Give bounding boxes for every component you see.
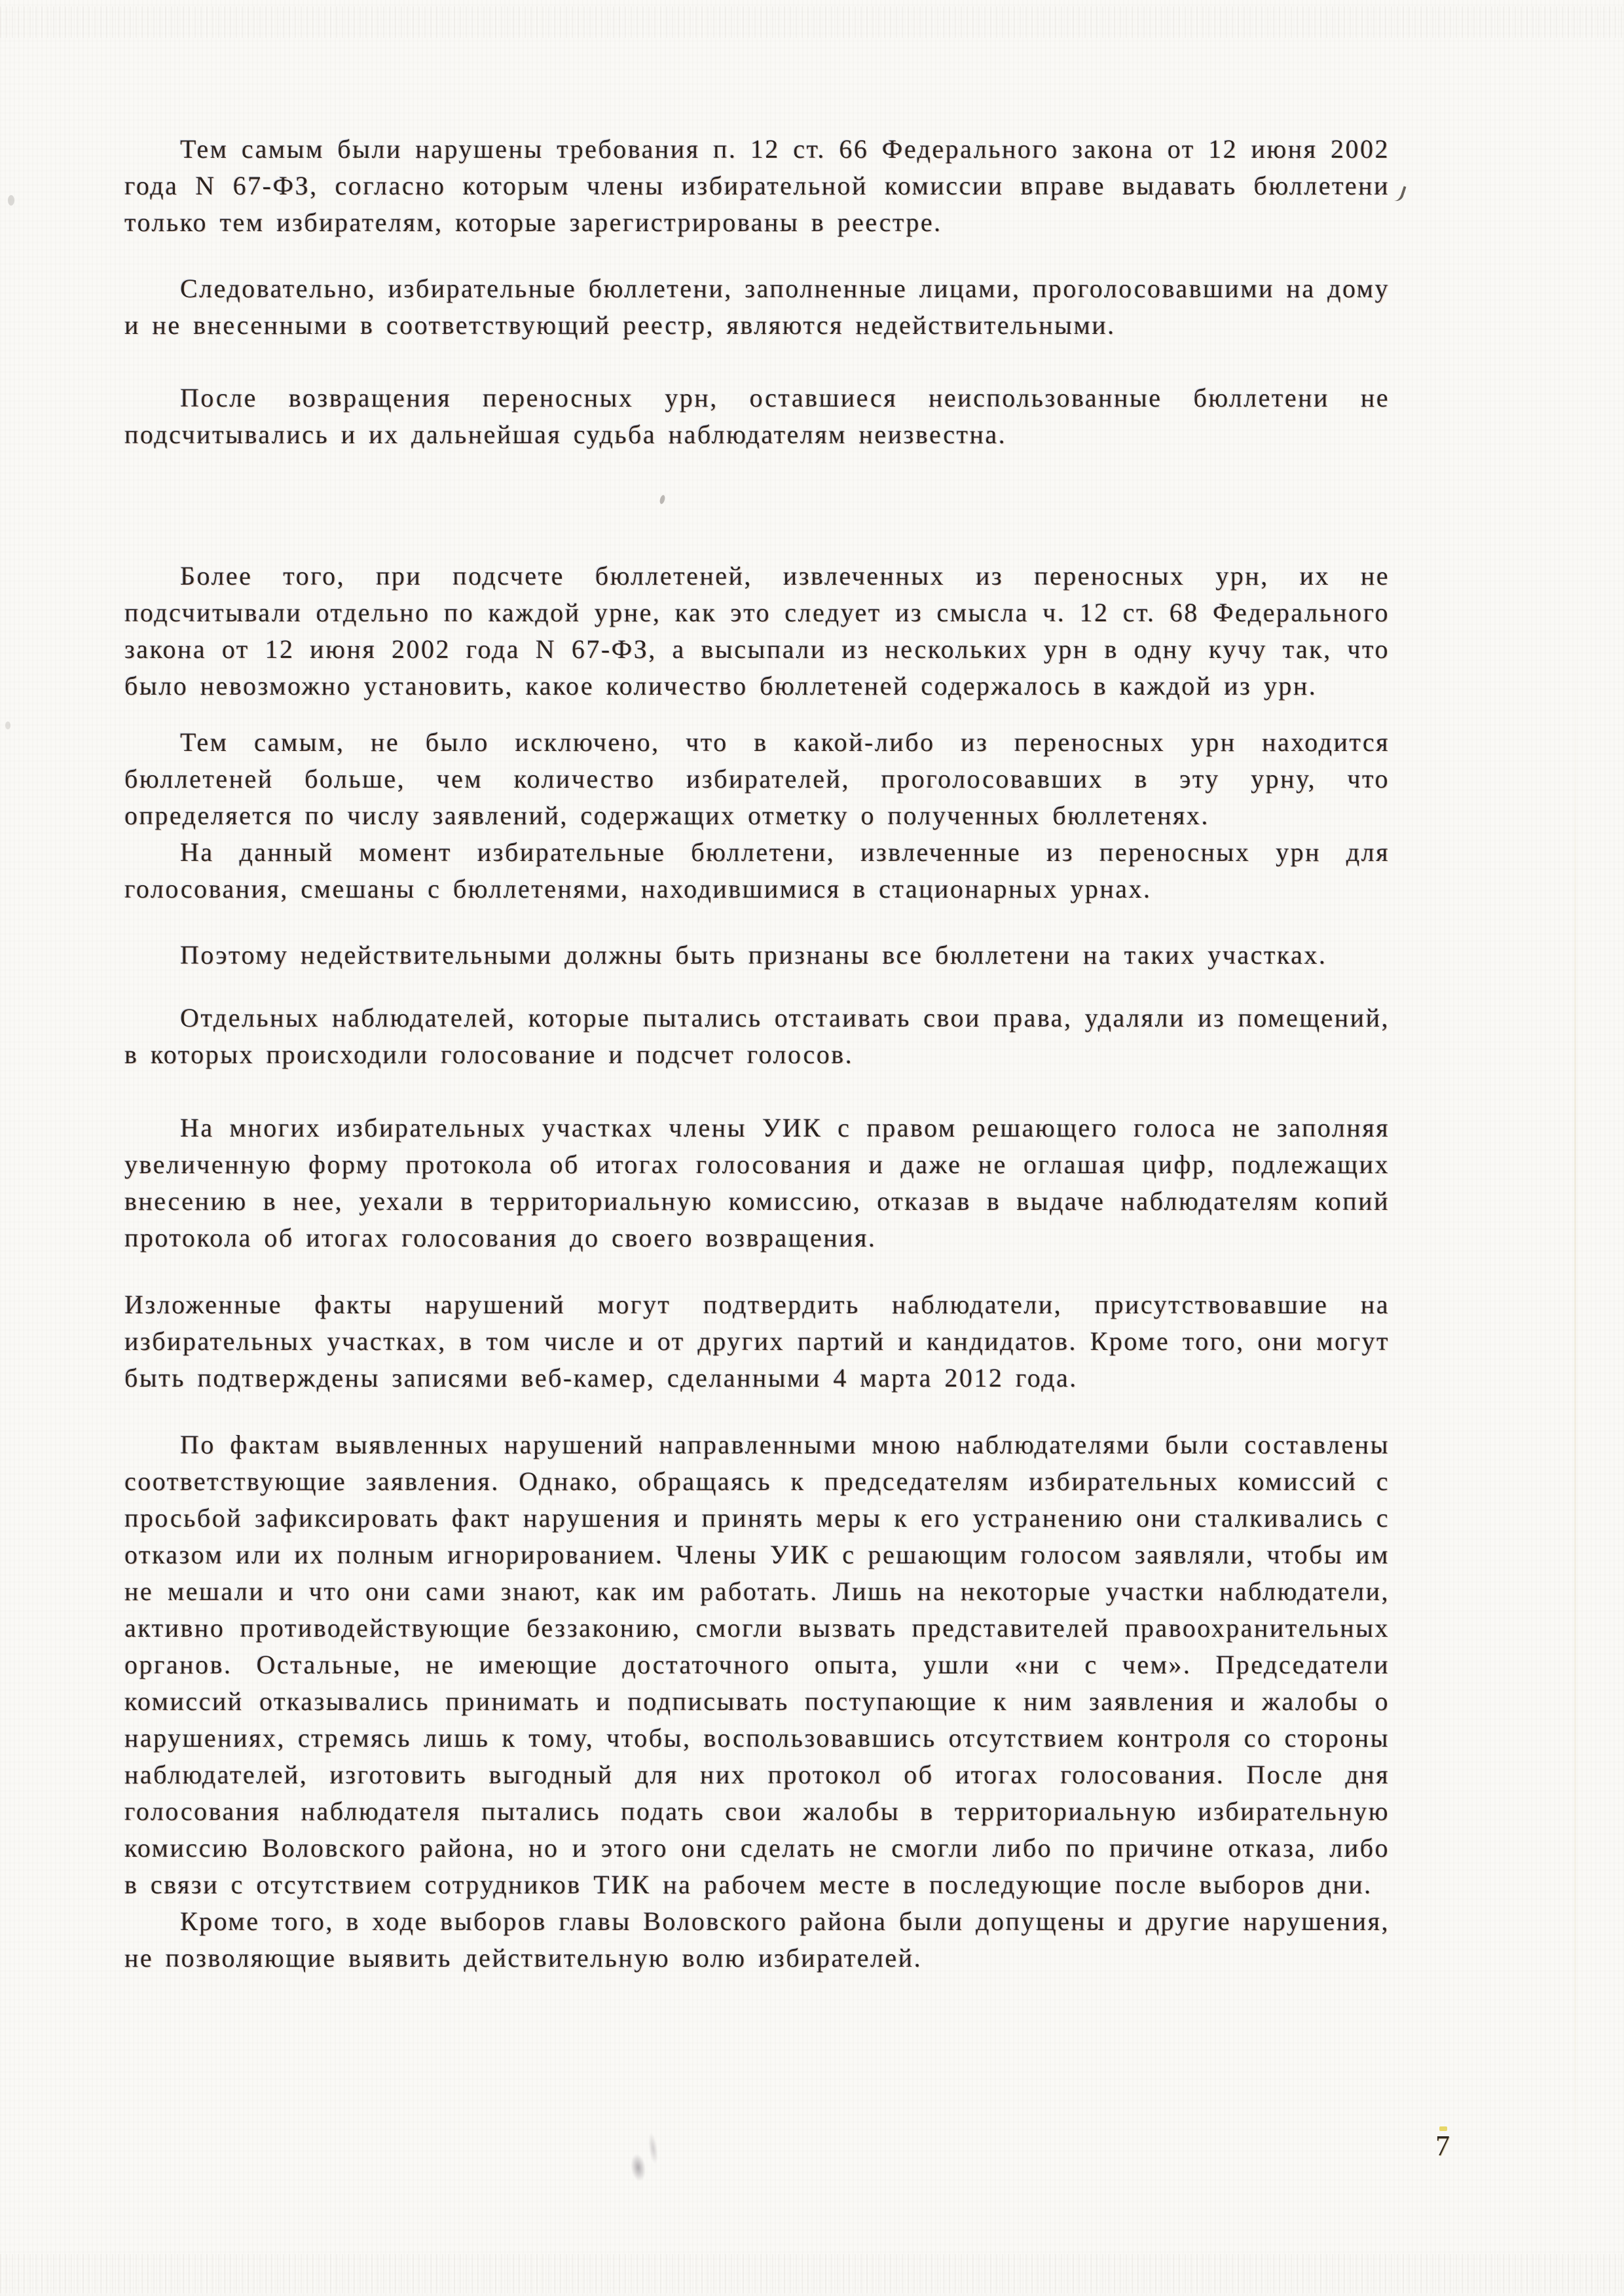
paragraph-more-ballots-than-voters: Тем самым, не было исключено, что в какой-либо из переносных урн находится бюллетеней больше, чем количество избирателей, проголосовавших в эту урну, что определяется по числу заявлений, содержащих отметку о полученных бюллетенях. xyxy=(124,727,1390,830)
pen-mark-artifact xyxy=(1390,183,1406,203)
paragraph-all-ballots-invalid: Поэтому недействительными должны быть признаны все бюллетени на таких участках. xyxy=(180,940,1327,970)
paragraph-observers-removed: Отдельных наблюдателей, которые пытались отстаивать свои права, удаляли из помещений, в которых происходили голосование и подсчет голосов. xyxy=(124,1003,1390,1069)
paragraph-facts-confirmation: Изложенные факты нарушений могут подтвердить наблюдатели, присутствовавшие на избирательных участках, в том числе и от других партий и кандидатов. Кроме того, они могут быть подтверждены записями веб-камер, сделанными 4 марта 2012 года. xyxy=(124,1290,1390,1393)
paragraph-complaints-ignored: По фактам выявленных нарушений направленными мною наблюдателями были составлены соответствующие заявления. Однако, обращаясь к председателям избирательных комиссий с просьбой зафиксировать факт нарушения и принять меры к его устранению они сталкивались с отказом или их полным игнорированием. Члены УИК с решающим голосом заявляли, чтобы им не мешали и что они сами знают, как им работать. Лишь на некоторые участки наблюдатели, активно противодействующие беззаконию, смогли вызвать представителей правоохранительных органов. Остальные, не имеющие достаточного опыта, ушли «ни с чем». Председатели комиссий отказывались принимать и подписывать поступающие к ним заявления и жалобы о нарушениях, стремясь лишь к тому, чтобы, воспользовавшись отсутствием контроля со стороны наблюдателей, изготовить выгодный для них протокол об итогах голосования. После дня голосования наблюдателя пытались подать свои жалобы в территориальную избирательную комиссию Воловского района, но и этого они сделать не смогли либо по причине отказа, либо в связи с отсутствием сотрудников ТИК на рабочем месте в последующие после выборов дни. xyxy=(124,1430,1390,1899)
paragraph-ballots-mixed-now: На данный момент избирательные бюллетени, извлеченные из переносных урн для голосования, смешаны с бюллетенями, находившимися в стационарных урнах. xyxy=(124,837,1390,903)
edge-speck xyxy=(8,195,14,206)
pencil-smudge-artifact xyxy=(619,2126,673,2193)
document-text-block xyxy=(124,131,1390,1977)
scan-noise-bottom xyxy=(0,2254,1624,2293)
paragraph-other-violations: Кроме того, в ходе выборов главы Воловского района были допущены и другие нарушения, не позволяющие выявить действительную волю избирателей. xyxy=(124,1906,1390,1973)
paragraph-unused-ballots: После возвращения переносных урн, оставшиеся неиспользованные бюллетени не подсчитывались и их дальнейшая судьба наблюдателям неизвестна. xyxy=(124,383,1390,449)
paragraph-violation-art66: Тем самым были нарушены требования п. 12 ст. 66 Федерального закона от 12 июня 2002 года N 67-ФЗ, согласно которым члены избирательной комиссии вправе выдавать бюллетени только тем избирателям, которые зарегистрированы в реестре. xyxy=(124,134,1390,237)
paragraph-uik-left-no-protocol: На многих избирательных участках члены УИК с правом решающего голоса не заполняя увеличенную форму протокола об итогах голосования и даже не оглашая цифр, подлежащих внесению в нее, уехали в территориальную комиссию, отказав в выдаче наблюдателям копий протокола об итогах голосования до своего возвращения. xyxy=(124,1113,1390,1252)
scan-noise-top xyxy=(0,7,1624,38)
page-number: 7 xyxy=(1435,2130,1450,2162)
paragraph-counting-mixed-urns: Более того, при подсчете бюллетеней, извлеченных из переносных урн, их не подсчитывали отдельно по каждой урне, как это следует из смысла ч. 12 ст. 68 Федерального закона от 12 июня 2002 года N 67-ФЗ, а высыпали из нескольких урн в одну кучу так, что было невозможно установить, какое количество бюллетеней содержалось в каждой из урн. xyxy=(124,561,1390,701)
scanner-streak xyxy=(1574,642,1576,2291)
paragraph-invalid-ballots: Следовательно, избирательные бюллетени, заполненные лицами, проголосовавшими на дому и не внесенными в соответствующий реестр, являются недействительными. xyxy=(124,274,1390,340)
edge-speck xyxy=(5,721,10,729)
